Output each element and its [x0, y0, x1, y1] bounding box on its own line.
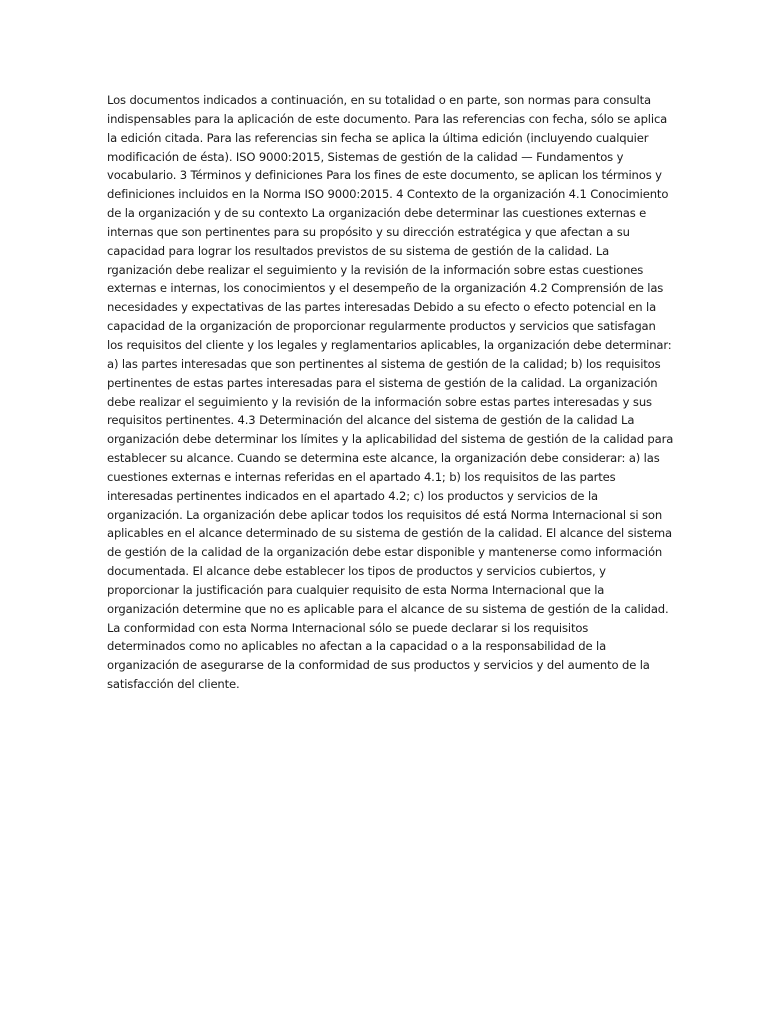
text-line: a) las partes interesadas que son pertinentes al sistema de gestión de la calidad; b) los requisitos	[107, 356, 661, 371]
text-line: establecer su alcance. Cuando se determina este alcance, la organización debe considerar: a) las	[107, 451, 660, 466]
text-line: Los documentos indicados a continuación, en su totalidad o en parte, son normas para consulta	[107, 93, 651, 107]
text-line: interesadas pertinentes indicados en el apartado 4.2; c) los productos y servicios de la	[107, 488, 598, 503]
text-line: capacidad de la organización de proporcionar regularmente productos y servicios que satisfagan	[107, 319, 656, 334]
text-line: debe realizar el seguimiento y la revisión de la información sobre estas partes interesadas y sus	[107, 394, 652, 409]
text-line: organización. La organización debe aplicar todos los requisitos dé está Norma Internacional si son	[107, 507, 663, 522]
text-line: los requisitos del cliente y los legales y reglamentarios aplicables, la organización debe determinar:	[107, 337, 672, 352]
body-paragraph	[107, 91, 674, 694]
text-line: necesidades y expectativas de las partes interesadas Debido a su efecto o efecto potencial en la	[107, 300, 657, 315]
text-line: aplicables en el alcance determinado de su sistema de gestión de la calidad. El alcance del sistema	[107, 526, 672, 541]
text-line: requisitos pertinentes. 4.3 Determinación del alcance del sistema de gestión de la calidad La	[107, 413, 635, 428]
text-line: capacidad para lograr los resultados previstos de su sistema de gestión de la calidad. La	[107, 243, 610, 258]
text-line: satisfacción del cliente.	[107, 677, 240, 692]
text-line: organización determine que no es aplicable para el alcance de su sistema de gestión de la calidad.	[107, 601, 669, 616]
text-line: la edición citada. Para las referencias sin fecha se aplica la última edición (incluyendo cualquier	[107, 130, 649, 145]
text-line: modificación de ésta). ISO 9000:2015, Sistemas de gestión de la calidad — Fundamentos y	[107, 149, 624, 164]
text-line: de la organización y de su contexto La organización debe determinar las cuestiones externas e	[107, 206, 647, 221]
text-line: definiciones incluidos en la Norma ISO 9000:2015. 4 Contexto de la organización 4.1 Conocimiento	[107, 187, 669, 202]
text-line: de gestión de la calidad de la organización debe estar disponible y mantenerse como información	[107, 545, 663, 560]
text-line: organización de asegurarse de la conformidad de sus productos y servicios y del aumento de la	[107, 658, 650, 673]
text-line: documentada. El alcance debe establecer los tipos de productos y servicios cubiertos, y	[107, 564, 606, 579]
text-line: determinados como no aplicables no afectan a la capacidad o a la responsabilidad de la	[107, 639, 607, 654]
text-line: La conformidad con esta Norma Internacional sólo se puede declarar si los requisitos	[107, 620, 589, 635]
text-line: indispensables para la aplicación de este documento. Para las referencias con fecha, sólo se aplica	[107, 111, 668, 126]
text-line: cuestiones externas e internas referidas en el apartado 4.1; b) los requisitos de las partes	[107, 469, 616, 484]
text-line: pertinentes de estas partes interesadas para el sistema de gestión de la calidad. La organización	[107, 375, 658, 390]
text-line: proporcionar la justificación para cualquier requisito de esta Norma Internacional que la	[107, 582, 605, 597]
text-line: organización debe determinar los límites y la aplicabilidad del sistema de gestión de la calidad para	[107, 432, 674, 447]
text-line: internas que son pertinentes para su propósito y su dirección estratégica y que afectan a su	[107, 224, 630, 239]
text-line: externas e internas, los conocimientos y el desempeño de la organización 4.2 Comprensión de las	[107, 281, 664, 296]
text-line: vocabulario. 3 Términos y definiciones Para los fines de este documento, se aplican los términos y	[107, 168, 662, 183]
text-line: rganización debe realizar el seguimiento y la revisión de la información sobre estas cuestiones	[107, 262, 644, 277]
